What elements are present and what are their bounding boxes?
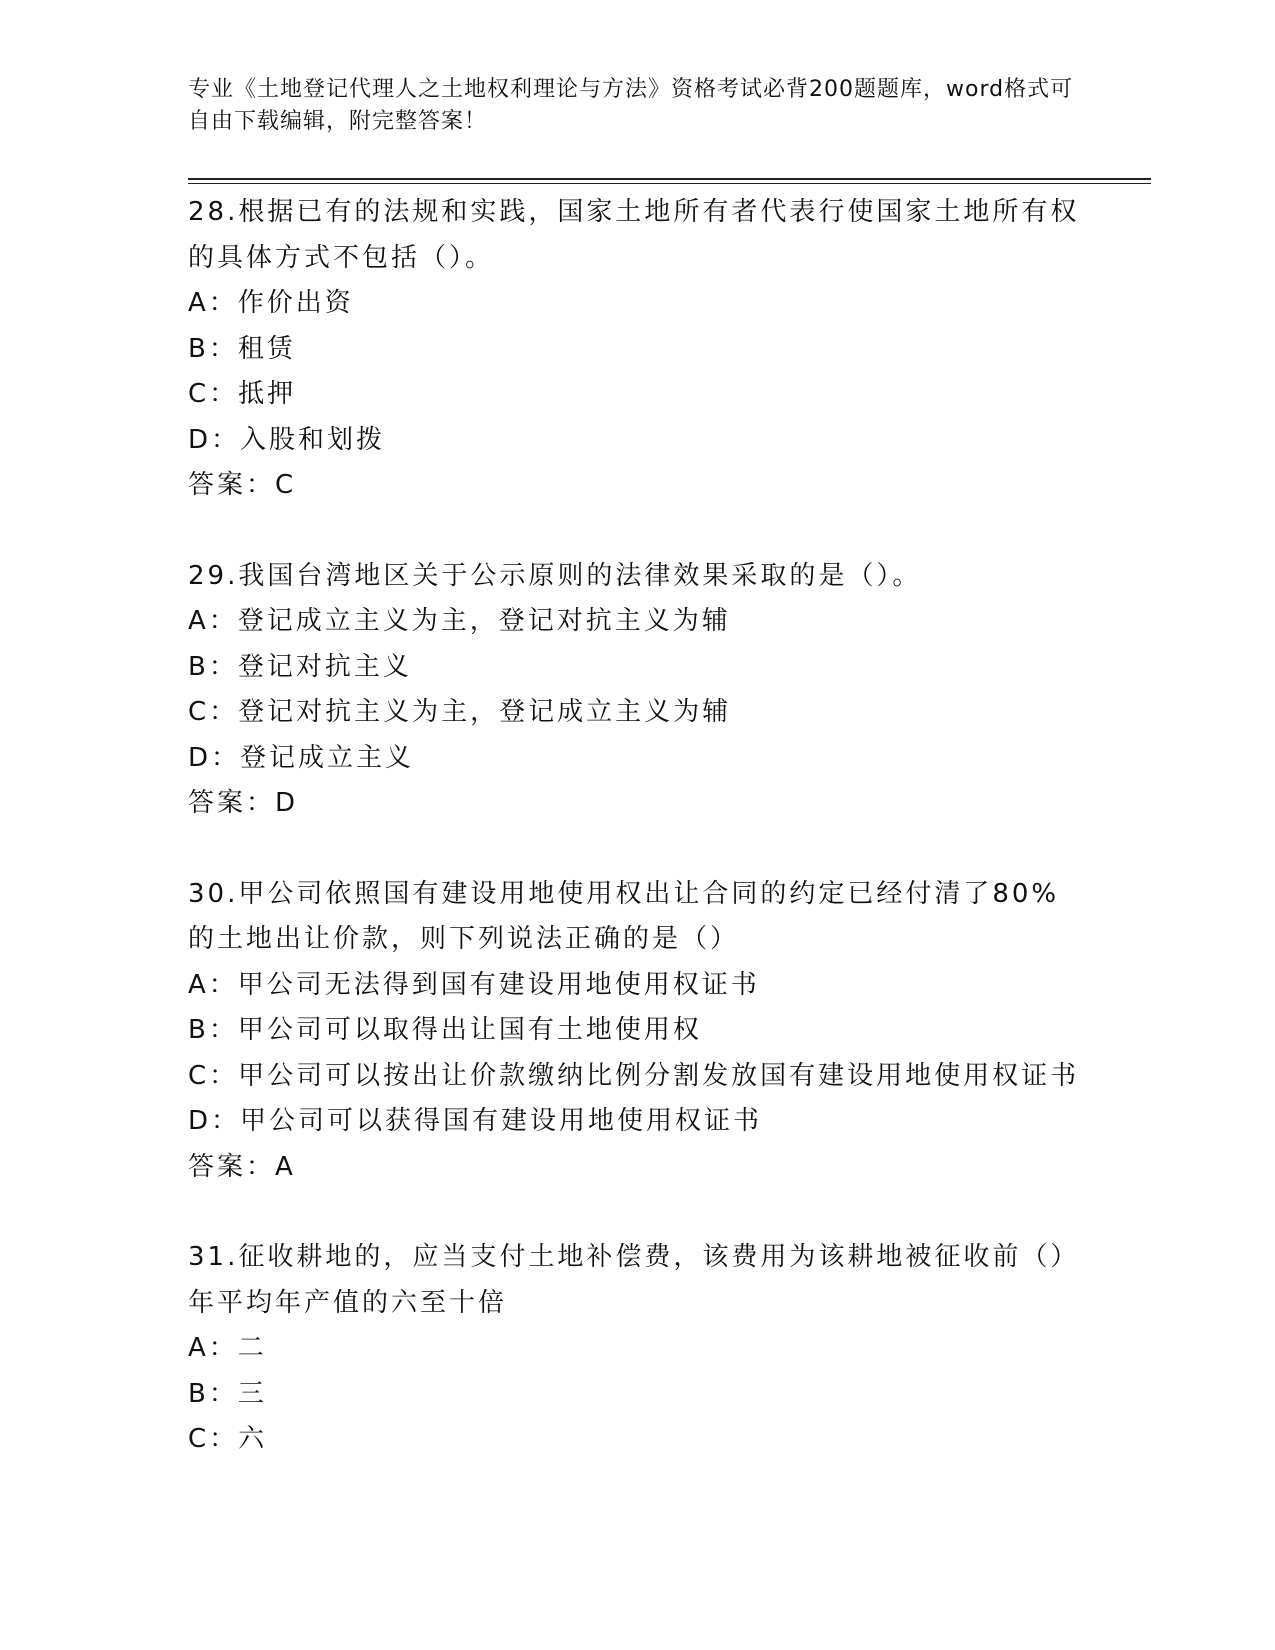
- option-a: A：登记成立主义为主，登记对抗主义为辅: [188, 606, 731, 636]
- question-stem: 28.根据已有的法规和实践，国家土地所有者代表行使国家土地所有权的具体方式不包括（）。: [188, 197, 1080, 273]
- question-stem: 29.我国台湾地区关于公示原则的法律效果采取的是（）。: [188, 560, 922, 591]
- answer-line: [188, 1145, 1088, 1191]
- answer-line: [188, 781, 1088, 827]
- answer-value: A: [275, 1151, 294, 1182]
- option-c: C：甲公司可以按出让价款缴纳比例分割发放国有建设用地使用权证书: [188, 1060, 1080, 1091]
- option-b: B：甲公司可以取得出让国有土地使用权: [188, 1015, 702, 1045]
- answer-line: [188, 463, 1088, 509]
- answer-value: C: [275, 470, 295, 500]
- question-29: [188, 554, 1088, 827]
- answer-value: D: [275, 788, 297, 818]
- question-30: [188, 872, 1088, 1191]
- option-b: B：租赁: [188, 333, 296, 364]
- question-list: [188, 190, 1088, 1508]
- option-d: D：登记成立主义: [188, 742, 415, 773]
- answer-label: 答案：: [188, 788, 276, 818]
- question-28: [188, 190, 1088, 509]
- option-b: B：三: [188, 1378, 267, 1409]
- header-text: 专业《土地登记代理人之土地权利理论与方法》资格考试必背200题题库，word格式可自由下载编辑，附完整答案！: [188, 77, 1074, 134]
- option-a: A：甲公司无法得到国有建设用地使用权证书: [188, 969, 760, 1000]
- header-divider-thin: [188, 183, 1151, 184]
- option-c: C：六: [188, 1424, 268, 1454]
- answer-label: 答案：: [188, 470, 276, 500]
- option-d: D：甲公司可以获得国有建设用地使用权证书: [188, 1106, 763, 1136]
- question-stem: 30.甲公司依照国有建设用地使用权出让合同的约定已经付清了80%的土地出让价款，则下列说法正确的是（）: [188, 878, 1060, 954]
- question-stem: 31.征收耕地的，应当支付土地补偿费，该费用为该耕地被征收前（）年平均年产值的六至十倍: [188, 1242, 1080, 1318]
- option-c: C：抵押: [188, 379, 297, 409]
- header-divider-thick: [188, 178, 1151, 180]
- option-a: A：作价出资: [188, 288, 354, 318]
- option-c: C：登记对抗主义为主，登记成立主义为辅: [188, 697, 732, 727]
- option-d: D：入股和划拨: [188, 424, 386, 455]
- answer-label: 答案：: [188, 1151, 276, 1182]
- question-31: [188, 1235, 1088, 1463]
- option-a: A：二: [188, 1333, 267, 1363]
- document-header: [188, 74, 1078, 138]
- option-b: B：登记对抗主义: [188, 651, 412, 682]
